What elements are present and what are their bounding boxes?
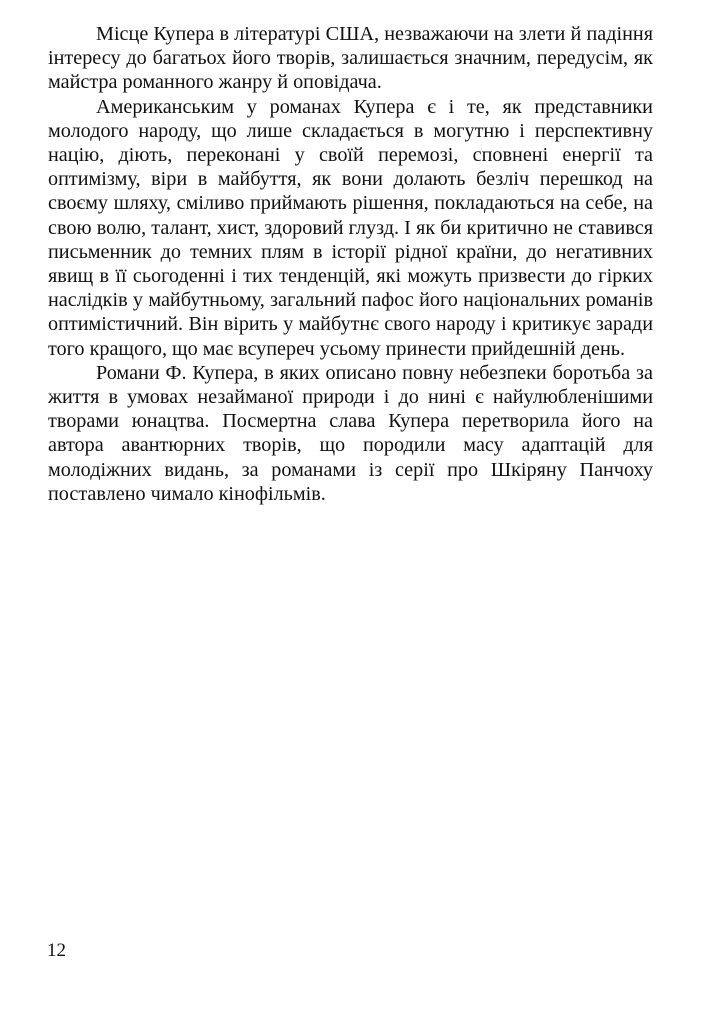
page-number: 12 [47, 940, 66, 961]
paragraph-3: Романи Ф. Купера, в яких описано повну небезпеки боротьба за життя в умовах незайманої природи і до нині є найулюбленішими творами юнацтва. Посмертна слава Купера перетворила його на автора авантюрних творів, що породили масу адаптацій для молодіжних видань, за романами із серії про Шкіряну Панчоху поставлено чимало кінофільмів. [48, 361, 653, 505]
body-text [48, 22, 653, 506]
paragraph-2: Американським у романах Купера є і те, як представники молодого народу, що лише складається в могутню і перспективну націю, діють, переконані у своїй перемозі, сповнені енергії та оптимізму, віри в майбуття, як вони долають безліч перешкод на своєму шляху, сміливо приймають рішення, покладаються на себе, на свою волю, талант, хист, здоровий глузд. І як би критично не ставився письменник до темних плям в історії рідної країни, до негативних явищ в її сьогоденні і тих тенденцій, які можуть призвести до гірких наслідків у майбутньому, загальний пафос його національних романів оптимістичний. Він вірить у майбутнє свого народу і критикує заради того кращого, що має всупереч усьому принести прийдешній день. [48, 95, 653, 360]
paragraph-1: Місце Купера в літературі США, незважаючи на злети й падіння інтересу до багатьох його творів, залишається значним, передусім, як майстра романного жанру й оповідача. [48, 23, 653, 94]
